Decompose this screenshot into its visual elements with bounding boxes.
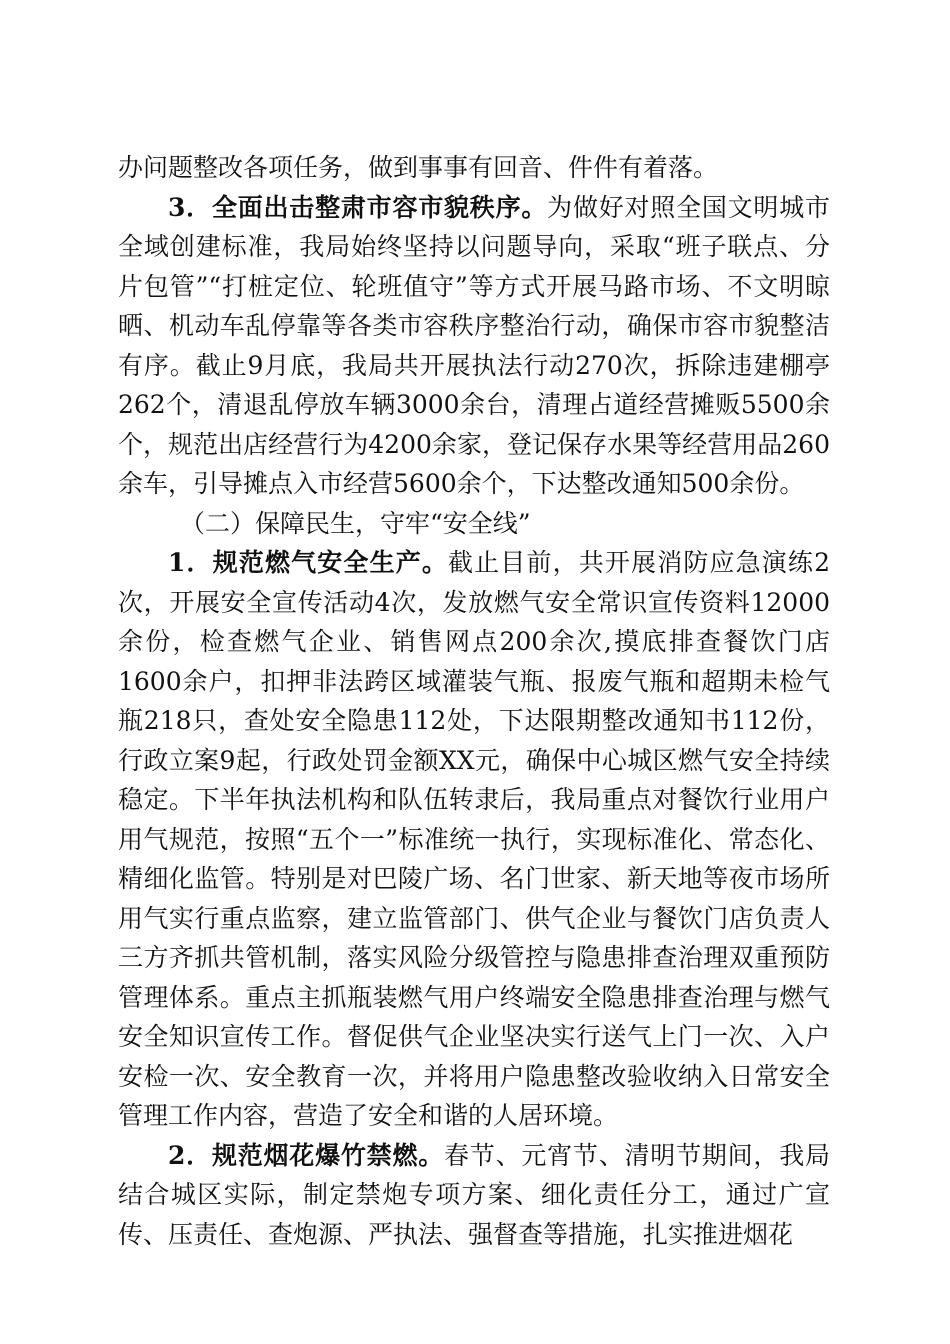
paragraph-item-2 bbox=[118, 1136, 830, 1255]
paragraph-text: 为做好对照全国文明城市全域创建标准，我局始终坚持以问题导向，采取“班子联点、分片包管”“打桩定位、轮班值守”等方式开展马路市场、不文明晾晒、机动车乱停靠等各类市容秩序整治行动，确保市容市貌整洁有序。截止9月底，我局共开展执法行动270次，拆除违建棚亭262个，清退乱停放车辆3000余台，清理占道经营摊贩5500余个，规范出店经营行为4200余家，登记保存水果等经营用品260余车，引导摊点入市经营5600余个，下达整改通知500余份。 bbox=[118, 192, 830, 498]
paragraph-item-1 bbox=[118, 543, 830, 1136]
item-heading: 1．规范燃气安全生产。 bbox=[168, 548, 449, 577]
item-heading: 3．全面出击整肃市容市貌秩序。 bbox=[168, 192, 548, 222]
document-body bbox=[118, 148, 830, 1254]
paragraph-item-3 bbox=[118, 188, 830, 504]
section-heading-text: （二）保障民生，守牢“安全线” bbox=[180, 508, 531, 538]
paragraph-text: 春节、元宵节、清明节期间，我局结合城区实际，制定禁炮专项方案、细化责任分工，通过广宣传、压责任、查炮源、严执法、强督查等措施，扎实推进烟花 bbox=[118, 1140, 830, 1249]
paragraph-text: 办问题整改各项任务，做到事事有回音、件件有着落。 bbox=[118, 153, 719, 182]
paragraph-text: 截止目前，共开展消防应急演练2次，开展安全宣传活动4次，发放燃气安全常识宣传资料12000余份，检查燃气企业、销售网点200余次,摸底排查餐饮门店1600余户，扣押非法跨区域灌装气瓶、报废气瓶和超期未检气瓶218只，查处安全隐患112处，下达限期整改通知书112份，行政立案9起，行政处罚金额XX元，确保中心城区燃气安全持续稳定。下半年执法机构和队伍转隶后，我局重点对餐饮行业用户用气规范，按照“五个一”标准统一执行，实现标准化、常态化、精细化监管。特别是对巴陵广场、名门世家、新天地等夜市场所用气实行重点监察，建立监管部门、供气企业与餐饮门店负责人三方齐抓共管机制，落实风险分级管控与隐患排查治理双重预防管理体系。重点主抓瓶装燃气用户终端安全隐患排查治理与燃气安全知识宣传工作。督促供气企业坚决实行送气上门一次、入户安检一次、安全教育一次，并将用户隐患整改验收纳入日常安全管理工作内容，营造了安全和谐的人居环境。 bbox=[118, 548, 830, 1130]
item-heading: 2．规范烟花爆竹禁燃。 bbox=[168, 1140, 445, 1170]
section-heading bbox=[118, 504, 830, 544]
paragraph-continuation bbox=[118, 148, 830, 188]
